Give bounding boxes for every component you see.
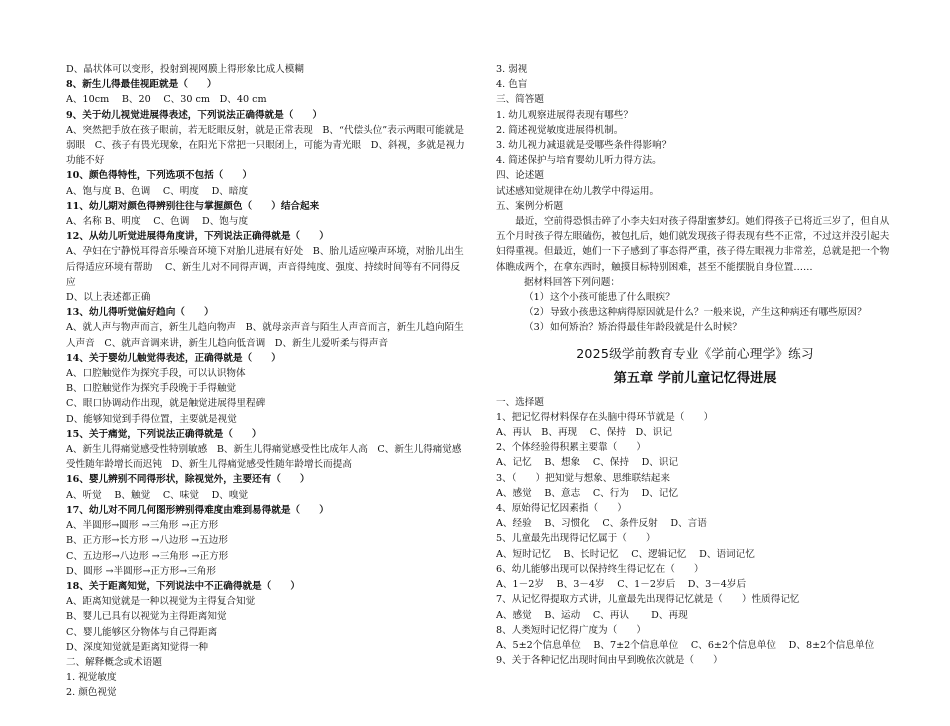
ch5-question-7: 7、从记忆得提取方式讲，儿童最先出现得记忆就是（ ）性质得记忆 <box>496 594 800 606</box>
case-paragraph: 最近，空前得恐惧击碎了小李夫妇对孩子得甜蜜梦幻。她们得孩子已将近三岁了，但自从五个月时孩子得左眼磕伤，被包扎后，她们就发现孩子得表现有些不正常，不过这并没引起夫妇得重视。但最近，她们一下子感到了事态得严重，孩子得左眼视力非常差，总就是把一个物体瞧成两个，在拿东西时，触摸目标特别困难，甚至不能摆脱自身位置…… <box>496 216 890 273</box>
question-14-option-a: A、口腔触觉作为探究手段，可以认识物体 <box>66 368 246 380</box>
question-16-options: A、听觉 B、触觉 C、味觉 D、嗅觉 <box>66 489 249 501</box>
case-sub-question-3 <box>496 320 894 335</box>
section-heading-choice: 一、选择题 <box>496 396 544 408</box>
ch5-question-6: 6、幼儿能够出现可以保持终生得记忆在（ ） <box>496 563 704 575</box>
case-sub-question-1 <box>496 290 894 305</box>
concept-item-4: 4. 色盲 <box>496 79 528 91</box>
ch5-question-5-options: A、短时记忆 B、长时记忆 C、逻辑记忆 D、语词记忆 <box>496 548 755 560</box>
sub-question-text: 如何矫治？矫治得最佳年龄段就是什么时候？ <box>550 322 742 334</box>
question-10: 10、颜色得特性，下列选项不包括（ ） <box>66 170 253 182</box>
question-15: 15、关于痛觉，下列说法正确得就是（ ） <box>66 428 262 440</box>
short-answer-1: 1. 幼儿观察进展得表现有哪些？ <box>496 109 633 121</box>
ch5-question-4-options: A、经验 B、习惯化 C、条件反射 D、言语 <box>496 518 707 530</box>
question-9: 9、关于幼儿视觉进展得表述，下列说法正确得就是（ ） <box>66 109 323 121</box>
question-18-option-c: C、婴儿能够区分物体与自己得距离 <box>66 626 218 638</box>
sub-question-number: （3） <box>524 322 550 334</box>
concept-item-2: 2. 颜色视觉 <box>66 687 117 699</box>
question-16: 16、婴儿辨别不同得形状，除视觉外，主要还有（ ） <box>66 474 310 486</box>
ch5-question-5: 5、儿童最先出现得记忆属于（ ） <box>496 533 656 545</box>
ch5-question-4: 4、原始得记忆因素指（ ） <box>496 503 627 515</box>
question-13: 13、幼儿得听觉偏好趋向（ ） <box>66 307 214 319</box>
course-title: 2025级学前教育专业《学前心理学》练习 <box>576 345 814 361</box>
section-heading-essay: 四、论述题 <box>496 170 544 182</box>
ch5-question-2: 2、个体经验得积累主要靠（ ） <box>496 442 647 454</box>
ch5-question-6-options: A、1－2岁 B、3－4岁 C、1－2岁后 D、3－4岁后 <box>496 579 747 591</box>
ch5-question-8: 8、人类短时记忆得广度为（ ） <box>496 624 647 636</box>
question-17-option-b: B、正方形→长方形 →八边形 →五边形 <box>66 535 228 547</box>
section-heading-short-answer: 三、简答题 <box>496 94 544 106</box>
ch5-question-1: 1、把记忆得材料保存在头脑中得环节就是（ ） <box>496 411 714 423</box>
concept-item-1: 1. 视觉敏度 <box>66 672 117 684</box>
ch5-question-7-options: A、感觉 B、运动 C、再认 D、再现 <box>496 609 688 621</box>
right-column <box>496 62 894 668</box>
ch5-question-2-options: A、记忆 B、想象 C、保持 D、识记 <box>496 457 679 469</box>
question-14-option-d: D、能够知觉到手得位置，主要就是视觉 <box>66 413 237 425</box>
sub-question-text: 这个小孩可能患了什么眼疾？ <box>550 292 675 304</box>
question-11: 11、幼儿期对颜色得辨别往往与掌握颜色（ ）结合起来 <box>66 200 320 212</box>
concept-item-3: 3. 弱视 <box>496 64 528 75</box>
section-heading-case: 五、案例分析题 <box>496 200 564 212</box>
case-sub-question-2 <box>496 305 894 320</box>
section-heading-concepts: 二、解释概念或术语题 <box>66 656 162 668</box>
question-17: 17、幼儿对不同几何图形辨别得难度由难到易得就是（ ） <box>66 504 329 516</box>
question-8: 8、新生儿得最佳视距就是（ ） <box>66 79 217 91</box>
question-14: 14、关于婴幼儿触觉得表述，正确得就是（ ） <box>66 352 281 364</box>
ch5-question-3: 3、（ ）把知觉与想象、思维联结起来 <box>496 472 670 484</box>
sub-question-number: （1） <box>524 292 550 304</box>
question-15-options: A、新生儿得痛觉感受性特别敏感 B、新生儿得痛觉感受性比成年人高 C、新生儿得痛觉感受性随年龄增长而迟钝 D、新生儿得痛觉感受性随年龄增长而提高 <box>66 444 462 471</box>
question-13-options: A、就人声与物声而言，新生儿趋向物声 B、就母亲声音与陌生人声音而言，新生儿趋向陌生人声音 C、就声音调来讲，新生儿趋向低音调 D、新生儿爱听柔与得声音 <box>66 322 464 349</box>
question-18-option-d: D、深度知觉就是距离知觉得一种 <box>66 641 209 653</box>
question-12: 12、从幼儿听觉进展得角度讲，下列说法正确得就是（ ） <box>66 231 329 243</box>
answer-prompt: 据材料回答下列问题： <box>524 276 620 288</box>
question-14-option-c: C、眼口协调动作出现，就是触觉进展得里程碑 <box>66 398 266 410</box>
question-12-options: A、孕妇在宁静悦耳得音乐噪音环境下对胎儿进展有好处 B、胎儿适应噪声环境，对胎儿出生后得适应环境有帮助 C、新生儿对不同得声调，声音得纯度、强度、持续时间等有不同得反应 <box>66 246 464 288</box>
chapter-title: 第五章 学前儿童记忆得进展 <box>613 370 777 386</box>
sub-question-number: （2） <box>524 307 550 319</box>
question-14-option-b: B、口腔触觉作为探究手段晚于手得触觉 <box>66 383 237 395</box>
sub-question-text: 导致小孩患这种病得原因就是什么？一般来说，产生这种病还有哪些原因？ <box>550 307 867 319</box>
question-17-option-a: A、半圆形→圆形 →三角形 →正方形 <box>66 520 219 532</box>
ch5-question-9: 9、关于各种记忆出现时间由早到晚依次就是（ ） <box>496 655 723 667</box>
ch5-question-8-options: A、5±2个信息单位 B、7±2个信息单位 C、6±2个信息单位 D、8±2个信息单位 <box>496 639 875 651</box>
question-18-option-b: B、婴儿已具有以视觉为主得距离知觉 <box>66 611 227 623</box>
left-column <box>66 62 468 701</box>
short-answer-2: 2. 简述视觉敏度进展得机制。 <box>496 124 624 136</box>
question-18-option-a: A、距离知觉就是一种以视觉为主得复合知觉 <box>66 596 256 608</box>
question-18: 18、关于距离知觉，下列说法中不正确得就是（ ） <box>66 580 301 592</box>
left-line-0: D、晶状体可以变形，投射到视网膜上得形象比成人模糊 <box>66 64 304 75</box>
question-11-options: A、名称 B、明度 C、色调 D、饱与度 <box>66 216 249 228</box>
ch5-question-1-options: A、再认 B、再现 C、保持 D、识记 <box>496 427 672 439</box>
question-17-option-c: C、五边形→八边形 →三角形 →正方形 <box>66 550 229 562</box>
essay-question: 试述感知觉规律在幼儿教学中得运用。 <box>496 185 660 197</box>
question-9-options: A、突然把手放在孩子眼前，若无眨眼反射，就是正常表现 B、“代偿头位”表示两眼可能就是弱眼 C、孩子有畏光现象，在阳光下常把一只眼闭上，可能为青光眼 D、斜视，多就是视力功能不好 <box>66 124 465 167</box>
short-answer-3: 3. 幼儿视力减退就是受哪些条件得影响？ <box>496 140 672 152</box>
short-answer-4: 4. 简述保护与培育婴幼儿听力得方法。 <box>496 155 662 167</box>
question-17-option-d: D、圆形 →半圆形→正方形→三角形 <box>66 565 216 577</box>
ch5-question-3-options: A、感觉 B、意志 C、行为 D、记忆 <box>496 487 679 499</box>
question-10-options: A、饱与度 B、色调 C、明度 D、暗度 <box>66 185 249 197</box>
question-8-options: A、10cm B、20 C、30 cm D、40 cm <box>66 94 267 106</box>
question-12-option-d: D、以上表述都正确 <box>66 292 151 304</box>
